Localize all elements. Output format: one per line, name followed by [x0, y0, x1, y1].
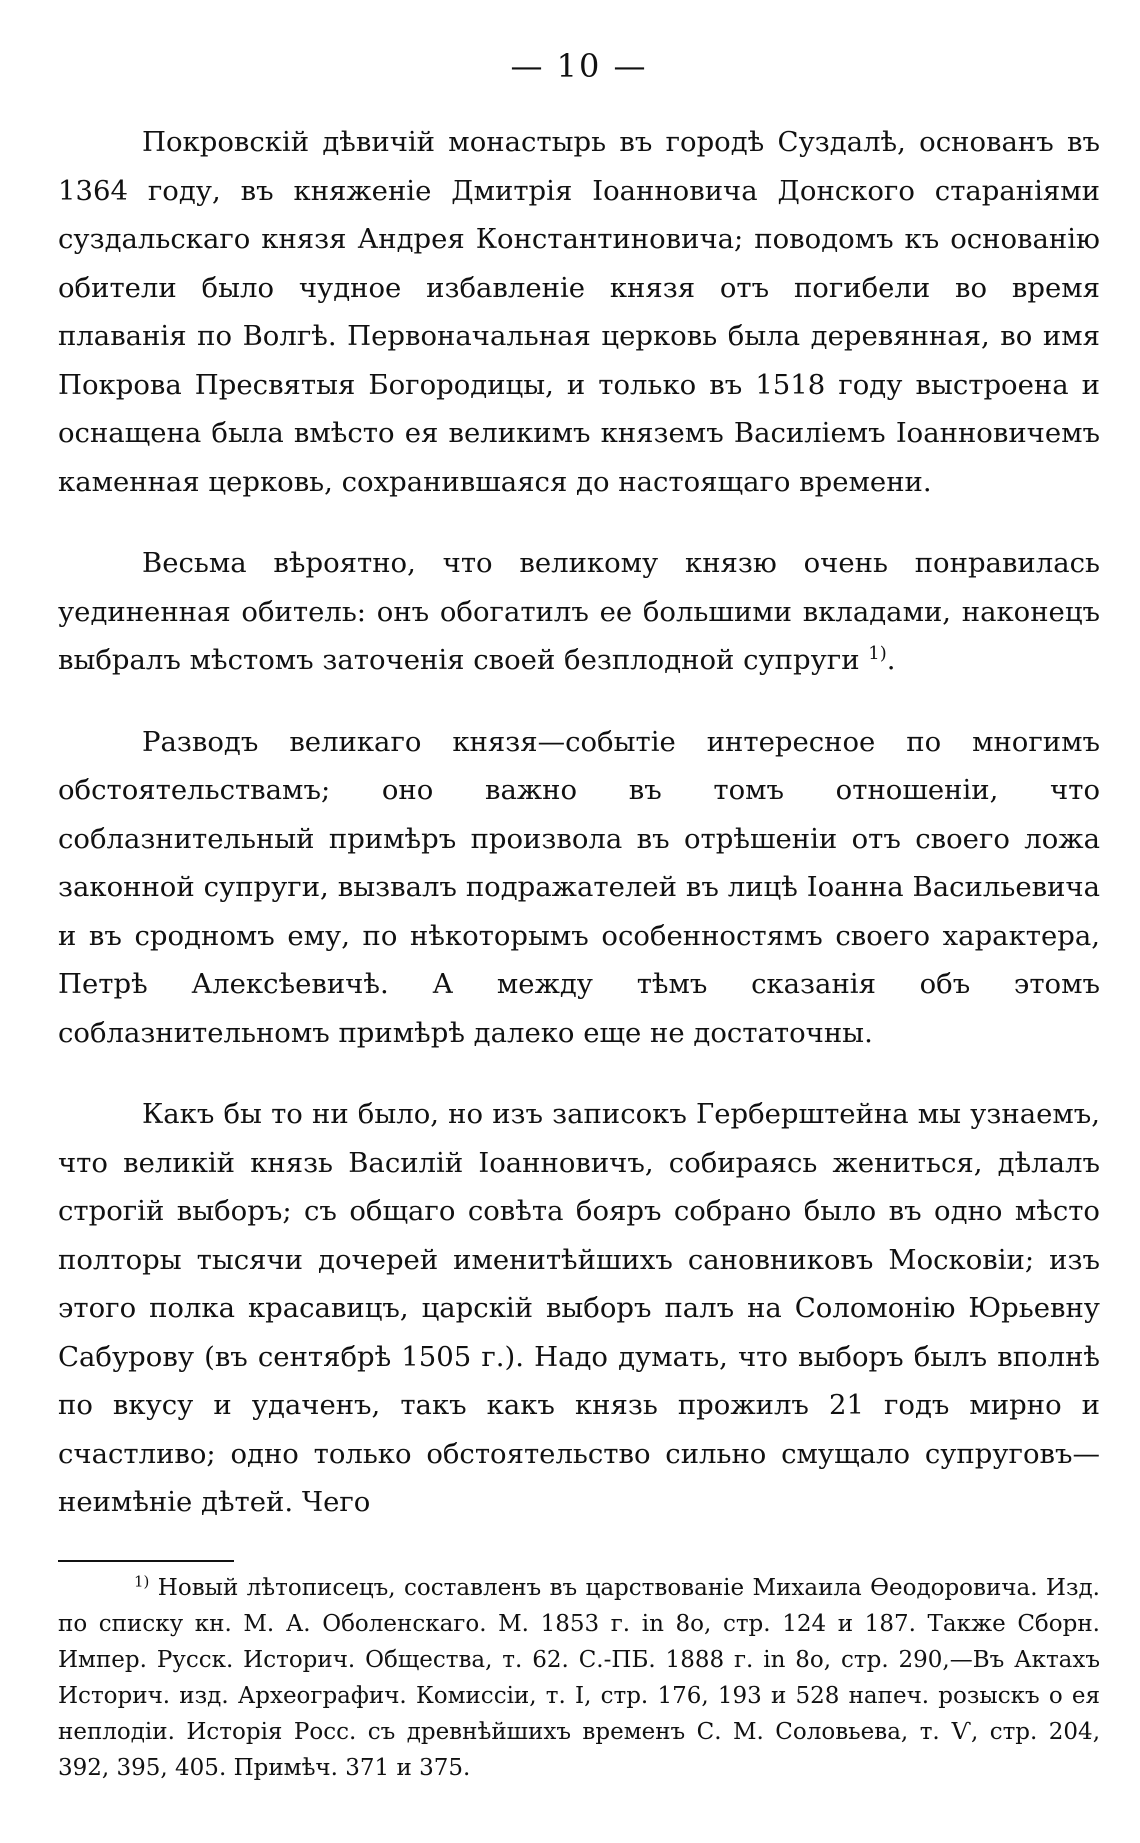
footnote-divider [58, 1560, 234, 1562]
paragraph-2 [58, 539, 1100, 685]
paragraph-3: Разводъ великаго князя—событіе интересное по многимъ обстоятельствамъ; оно важно въ томъ отношеніи, что соблазнительный примѣръ произвола въ отрѣшеніи отъ своего ложа законной супруги, вызвалъ подражателей въ лицѣ Іоанна Васильевича и въ сродномъ ему, по нѣкоторымъ особенностямъ своего характера, Петрѣ Алексѣевичѣ. А между тѣмъ сказанія объ этомъ соблазнительномъ примѣрѣ далеко еще не достаточны. [58, 725, 1100, 1049]
paragraph-2-tail: . [886, 644, 896, 676]
footnote-text: Новый лѣтописецъ, составленъ въ царствованіе Михаила Ѳеодоровича. Изд. по списку кн. М. А. Оболенскаго. М. 1853 г. in 8о, стр. 124 и 187. Также Сборн. Импер. Русск. Историч. Общества, т. 62. С.-ПБ. 1888 г. in 8о, стр. 290,—Въ Актахъ Историч. изд. Археографич. Комиссіи, т. I, стр. 176, 193 и 528 напеч. розыскъ о ея неплодіи. Исторія Росс. съ древнѣйшихъ временъ С. М. Соловьева, т. Ѵ, стр. 204, 392, 395, 405. Примѣч. 371 и 375. [58, 1574, 1100, 1781]
footnote [58, 1570, 1100, 1786]
paragraph-2-text: Весьма вѣроятно, что великому князю очень понравилась уединенная обитель: онъ обогатилъ ее большими вкладами, наконецъ выбралъ мѣстомъ заточенія своей безплодной супруги [58, 547, 1100, 676]
footnote-mark: 1) [134, 1571, 150, 1590]
paragraph-1: Покровскій дѣвичій монастырь въ городѣ Суздалѣ, основанъ въ 1364 году, въ княженіе Дмитрія Іоанновича Донского стараніями суздальскаго князя Андрея Константиновича; поводомъ къ основанію обители было чудное избавленіе князя отъ погибели во время плаванія по Волгѣ. Первоначальная церковь была деревянная, во имя Покрова Пресвятыя Богородицы, и только въ 1518 году выстроена и оснащена была вмѣсто ея великимъ княземъ Василіемъ Іоанновичемъ каменная церковь, сохранившаяся до настоящаго времени. [58, 126, 1100, 498]
paragraph-4: Какъ бы то ни было, но изъ записокъ Герберштейна мы узнаемъ, что великій князь Василій Іоанновичъ, собираясь жениться, дѣлалъ строгій выборъ; съ общаго совѣта бояръ собрано было въ одно мѣсто полторы тысячи дочерей именитѣйшихъ сановниковъ Московіи; изъ этого полка красавицъ, царскій выборъ палъ на Соломонію Юрьевну Сабурову (въ сентябрѣ 1505 г.). Надо думать, что выборъ былъ вполнѣ по вкусу и удаченъ, такъ какъ князь прожилъ 21 годъ мирно и счастливо; одно только обстоятельство сильно смущало супруговъ—неимѣніе дѣтей. Чего [58, 1098, 1100, 1518]
page-number: — 10 — [510, 47, 648, 85]
footnote-reference: 1) [868, 642, 887, 664]
